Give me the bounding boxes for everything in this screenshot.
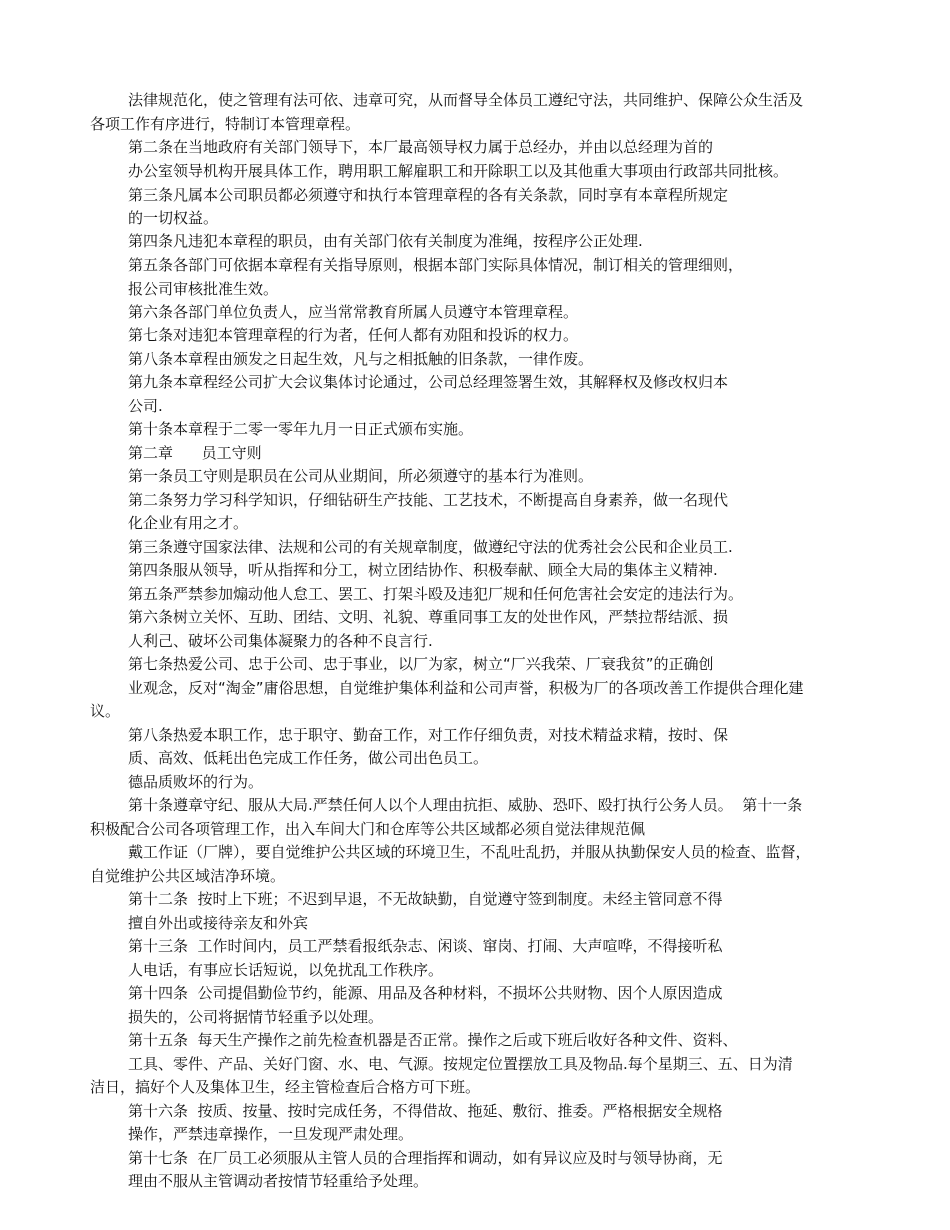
text-line: 的一切权益。 xyxy=(128,209,219,227)
text-line: 第二条努力学习科学知识，仔细钻研生产技能、工艺技术，不断提高自身素养，做一名现代 xyxy=(128,491,729,509)
text-line: 第四条服从领导，听从指挥和分工，树立团结协作、积极奉献、顾全大局的集体主义精神. xyxy=(128,561,718,579)
text-line: 戴工作证（厂牌），要自觉维护公共区域的环境卫生，不乱吐乱扔，并服从执勤保安人员的检查、监督， xyxy=(128,843,811,861)
text-line: 理由不服从主管调动者按情节轻重给予处理。 xyxy=(128,1172,429,1190)
text-line: 质、高效、低耗出色完成工作任务，做公司出色员工。 xyxy=(128,749,489,767)
text-line: 第八条热爱本职工作，忠于职守、勤奋工作，对工作仔细负责，对技术精益求精，按时、保 xyxy=(128,726,729,744)
text-line: 擅自外出或接待亲友和外宾 xyxy=(128,914,309,932)
text-line: 损失的，公司将据情节轻重予以处理。 xyxy=(128,1008,384,1026)
text-line: 第四条凡违犯本章程的职员，由有关部门依有关制度为准绳，按程序公正处理. xyxy=(128,232,643,250)
text-line: 办公室领导机构开展具体工作，聘用职工解雇职工和开除职工以及其他重大事项由行政部共同批核。 xyxy=(128,162,789,180)
text-line: 第二条在当地政府有关部门领导下，本厂最高领导权力属于总经办，并由以总经理为首的 xyxy=(128,138,714,156)
text-line: 第七条热爱公司、忠于公司、忠于事业，以厂为家，树立“厂兴我荣、厂衰我贫”的正确创 xyxy=(128,655,714,673)
text-line: 第十条遵章守纪、服从大局.严禁任何人以个人理由抗拒、威胁、恐吓、殴打执行公务人员。 第十一条 xyxy=(128,796,803,814)
text-line: 第十条本章程于二零一零年九月一日正式颁布实施。 xyxy=(128,420,474,438)
text-line: 第六条树立关怀、互助、团结、文明、礼貌、尊重同事工友的处世作风，严禁拉帮结派、损 xyxy=(128,608,729,626)
text-line: 第十六条 按质、按量、按时完成任务，不得借故、拖延、敷衍、推委。严格根据安全规格 xyxy=(128,1102,723,1120)
text-line: 法律规范化，使之管理有法可依、违章可究，从而督导全体员工遵纪守法，共同维护、保障公众生活及 xyxy=(128,91,804,109)
text-line: 第九条本章程经公司扩大会议集体讨论通过，公司总经理签署生效，其解释权及修改权归本 xyxy=(128,373,729,391)
text-line: 第一条员工守则是职员在公司从业期间，所必须遵守的基本行为准则。 xyxy=(128,467,594,485)
text-line: 洁日，搞好个人及集体卫生，经主管检查后合格方可下班。 xyxy=(90,1078,481,1096)
text-line: 人利己、破坏公司集体凝聚力的各种不良言行. xyxy=(128,632,433,650)
text-line: 议。 xyxy=(90,702,121,720)
text-line: 第三条遵守国家法律、法规和公司的有关规章制度，做遵纪守法的优秀社会公民和企业员工. xyxy=(128,538,733,556)
text-line: 第六条各部门单位负责人，应当常常教育所属人员遵守本管理章程。 xyxy=(128,303,579,321)
text-line: 第五条严禁参加煽动他人怠工、罢工、打架斗殴及违犯厂规和任何危害社会安定的违法行为。 xyxy=(128,585,744,603)
text-line: 德品质败坏的行为。 xyxy=(128,773,264,791)
text-line: 第十四条 公司提倡勤俭节约，能源、用品及各种材料，不损坏公共财物、因个人原因造成 xyxy=(128,984,723,1002)
text-line: 第十五条 每天生产操作之前先检查机器是否正常。操作之后或下班后收好各种文件、资料、 xyxy=(128,1031,738,1049)
text-line: 化企业有用之才。 xyxy=(128,514,249,532)
text-line: 自觉维护公共区域洁净环境。 xyxy=(90,867,286,885)
text-line: 人电话，有事应长话短说，以免扰乱工作秩序。 xyxy=(128,961,444,979)
text-line: 积极配合公司各项管理工作，出入车间大门和仓库等公共区域都必须自觉法律规范佩 xyxy=(90,820,646,838)
text-line: 第五条各部门可依据本章程有关指导原则，根据本部门实际具体情况，制订相关的管理细则， xyxy=(128,256,744,274)
text-line: 第十三条 工作时间内，员工严禁看报纸杂志、闲谈、窜岗、打闹、大声喧哗，不得接听私 xyxy=(128,937,723,955)
text-line: 第七条对违犯本管理章程的行为者，任何人都有劝阻和投诉的权力。 xyxy=(128,326,579,344)
text-line: 第三条凡属本公司职员都必须遵守和执行本管理章程的各有关条款，同时享有本章程所规定 xyxy=(128,186,729,204)
text-line: 第十七条 在厂员工必须服从主管人员的合理指挥和调动，如有异议应及时与领导协商，无 xyxy=(128,1149,723,1167)
text-line: 操作，严禁违章操作，一旦发现严肃处理。 xyxy=(128,1125,414,1143)
text-line: 报公司审核批准生效。 xyxy=(128,280,279,298)
text-line: 业观念，反对“淘金”庸俗思想，自觉维护集体利益和公司声誉，积极为厂的各项改善工作提供合理化建 xyxy=(128,679,804,697)
text-line: 第八条本章程由颁发之日起生效，凡与之相抵触的旧条款，一律作废。 xyxy=(128,350,594,368)
text-line: 各项工作有序进行，特制订本管理章程。 xyxy=(90,115,361,133)
text-line: 公司. xyxy=(128,397,163,415)
text-line: 工具、零件、产品、关好门窗、水、电、气源。按规定位置摆放工具及物品.每个星期三、五、日为清 xyxy=(128,1055,793,1073)
chapter-heading: 第二章 员工守则 xyxy=(128,444,262,462)
text-line: 第十二条 按时上下班；不迟到早退，不无故缺勤，自觉遵守签到制度。未经主管同意不得 xyxy=(128,890,723,908)
